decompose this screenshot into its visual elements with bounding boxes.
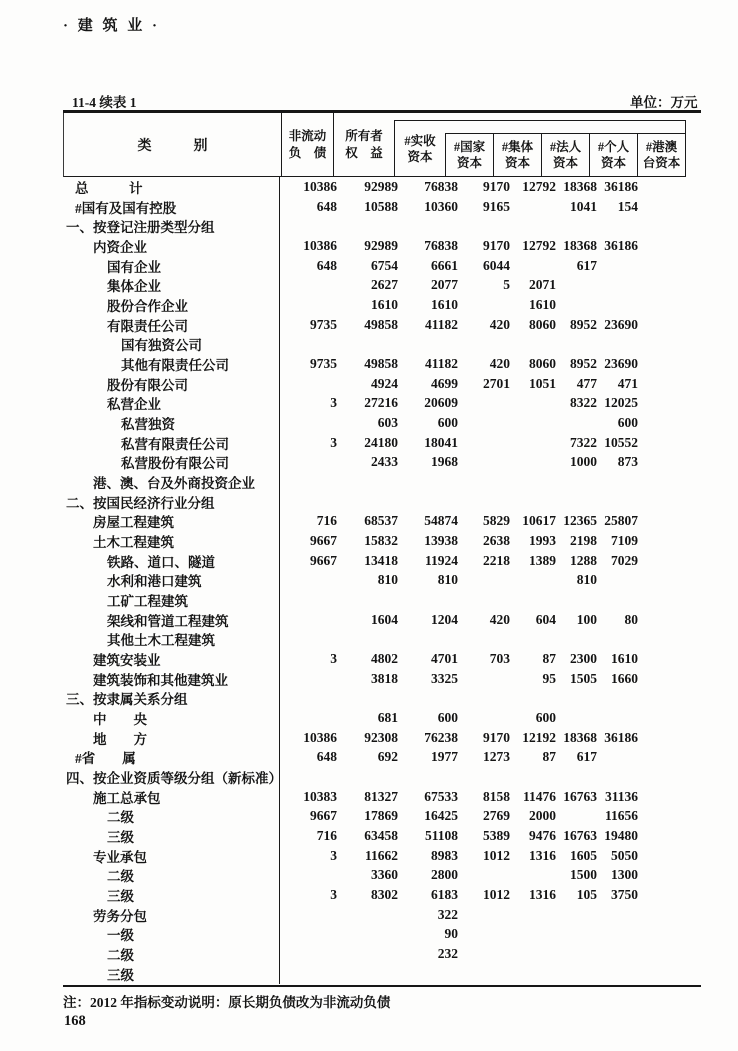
row-label: 二、按国民经济行业分组 bbox=[63, 492, 280, 512]
cell-personal-capital: 11656 bbox=[604, 808, 638, 824]
row-label: 二级 bbox=[63, 807, 280, 827]
row-label: 二级 bbox=[63, 944, 280, 964]
cell-state-capital: 420 bbox=[489, 316, 510, 332]
cell-legal-person-capital: 8952 bbox=[570, 316, 597, 332]
cell-non-current-liabilities: 648 bbox=[316, 198, 337, 214]
cell-state-capital: 2218 bbox=[483, 552, 510, 568]
row-label: 劳务分包 bbox=[63, 905, 280, 925]
cell-non-current-liabilities: 9667 bbox=[310, 552, 337, 568]
cell-paid-in-capital: 810 bbox=[437, 572, 458, 588]
header-line: 所有者 bbox=[345, 128, 383, 143]
row-label: 建筑装饰和其他建筑业 bbox=[63, 669, 280, 689]
cell-paid-in-capital: 54874 bbox=[424, 513, 458, 529]
cell-paid-in-capital: 1977 bbox=[431, 749, 458, 765]
cell-personal-capital: 36186 bbox=[604, 237, 638, 253]
cell-owners-equity: 27216 bbox=[364, 395, 398, 411]
cell-non-current-liabilities: 3 bbox=[330, 395, 337, 411]
table-row bbox=[63, 885, 686, 905]
cell-collective-capital: 8060 bbox=[529, 355, 556, 371]
row-label: 股份合作企业 bbox=[63, 295, 280, 315]
row-label: 私营股份有限公司 bbox=[63, 452, 280, 472]
statistics-table bbox=[63, 113, 686, 984]
page-number: 168 bbox=[64, 1013, 86, 1029]
table-row bbox=[63, 629, 686, 649]
cell-non-current-liabilities: 9735 bbox=[310, 316, 337, 332]
column-header-personal-capital bbox=[590, 134, 638, 176]
table-row bbox=[63, 866, 686, 886]
footnote: 注：2012 年指标变动说明：原长期负债改为非流动负债 bbox=[63, 995, 391, 1010]
table-header-row bbox=[63, 113, 686, 177]
cell-owners-equity: 17869 bbox=[364, 808, 398, 824]
cell-legal-person-capital: 617 bbox=[576, 749, 597, 765]
cell-paid-in-capital: 76838 bbox=[424, 178, 458, 194]
table-row bbox=[63, 256, 686, 276]
table-row bbox=[63, 551, 686, 571]
cell-paid-in-capital: 600 bbox=[437, 709, 458, 725]
cell-owners-equity: 92989 bbox=[364, 237, 398, 253]
cell-personal-capital: 12025 bbox=[604, 395, 638, 411]
cell-owners-equity: 10588 bbox=[364, 198, 398, 214]
cell-legal-person-capital: 18368 bbox=[563, 178, 597, 194]
cell-legal-person-capital: 8322 bbox=[570, 395, 597, 411]
cell-collective-capital: 12192 bbox=[522, 729, 556, 745]
row-label: 铁路、道口、隧道 bbox=[63, 551, 280, 571]
cell-owners-equity: 2433 bbox=[371, 454, 398, 470]
cell-state-capital: 6044 bbox=[483, 257, 510, 273]
row-label: 其他土木工程建筑 bbox=[63, 629, 280, 649]
cell-collective-capital: 604 bbox=[535, 611, 556, 627]
header-line: 资本 bbox=[552, 156, 578, 170]
cell-paid-in-capital: 600 bbox=[437, 414, 458, 430]
cell-state-capital: 2638 bbox=[483, 532, 510, 548]
cell-personal-capital: 10552 bbox=[604, 434, 638, 450]
header-line: 权 益 bbox=[345, 145, 383, 160]
header-line: 资本 bbox=[456, 156, 482, 170]
cell-legal-person-capital: 12365 bbox=[563, 513, 597, 529]
cell-personal-capital: 471 bbox=[617, 375, 638, 391]
cell-non-current-liabilities: 10386 bbox=[303, 729, 337, 745]
row-label: 中 央 bbox=[63, 708, 280, 728]
table-row bbox=[63, 177, 686, 197]
cell-legal-person-capital: 617 bbox=[576, 257, 597, 273]
cell-paid-in-capital: 13938 bbox=[424, 532, 458, 548]
cell-non-current-liabilities: 10383 bbox=[303, 788, 337, 804]
table-row bbox=[63, 452, 686, 472]
cell-collective-capital: 1389 bbox=[529, 552, 556, 568]
row-label: 三级 bbox=[63, 885, 280, 905]
column-header-state-capital bbox=[446, 134, 494, 176]
cell-owners-equity: 810 bbox=[377, 572, 398, 588]
section-header-row bbox=[63, 767, 686, 787]
cell-owners-equity: 3360 bbox=[371, 867, 398, 883]
row-label: 三、按隶属关系分组 bbox=[63, 688, 280, 708]
row-label: 二级 bbox=[63, 866, 280, 886]
cell-paid-in-capital: 6661 bbox=[431, 257, 458, 273]
cell-personal-capital: 36186 bbox=[604, 729, 638, 745]
cell-paid-in-capital: 11924 bbox=[424, 552, 458, 568]
cell-owners-equity: 15832 bbox=[364, 532, 398, 548]
cell-state-capital: 9170 bbox=[483, 178, 510, 194]
cell-state-capital: 703 bbox=[489, 650, 510, 666]
row-label: 土木工程建筑 bbox=[63, 531, 280, 551]
cell-owners-equity: 681 bbox=[377, 709, 398, 725]
row-label: 专业承包 bbox=[63, 846, 280, 866]
cell-owners-equity: 49858 bbox=[364, 355, 398, 371]
table-row bbox=[63, 236, 686, 256]
cell-collective-capital: 12792 bbox=[522, 178, 556, 194]
row-label: 集体企业 bbox=[63, 275, 280, 295]
header-line: #实收 bbox=[404, 133, 436, 148]
cell-collective-capital: 1051 bbox=[529, 375, 556, 391]
table-row bbox=[63, 905, 686, 925]
cell-legal-person-capital: 477 bbox=[576, 375, 597, 391]
cell-state-capital: 420 bbox=[489, 611, 510, 627]
cell-personal-capital: 7029 bbox=[611, 552, 638, 568]
cell-owners-equity: 68537 bbox=[364, 513, 398, 529]
cell-paid-in-capital: 51108 bbox=[424, 828, 458, 843]
cell-paid-in-capital: 90 bbox=[444, 926, 458, 942]
column-header-collective-capital bbox=[494, 134, 542, 176]
table-caption: 11-4 续表 1 bbox=[72, 95, 137, 110]
header-line: 台资本 bbox=[642, 156, 681, 170]
cell-state-capital: 9165 bbox=[483, 198, 510, 214]
table-row bbox=[63, 433, 686, 453]
row-label: 总 计 bbox=[63, 177, 280, 197]
capital-group-box bbox=[394, 120, 686, 176]
cell-non-current-liabilities: 3 bbox=[330, 847, 337, 863]
cell-paid-in-capital: 16425 bbox=[424, 808, 458, 824]
cell-legal-person-capital: 105 bbox=[576, 887, 597, 903]
cell-owners-equity: 49858 bbox=[364, 316, 398, 332]
cell-collective-capital: 95 bbox=[542, 670, 556, 686]
table-row bbox=[63, 315, 686, 335]
row-label: 有限责任公司 bbox=[63, 315, 280, 335]
cell-non-current-liabilities: 10386 bbox=[303, 178, 337, 194]
cell-legal-person-capital: 1288 bbox=[570, 552, 597, 568]
cell-paid-in-capital: 8983 bbox=[431, 847, 458, 863]
cell-personal-capital: 1610 bbox=[611, 650, 638, 666]
row-label: 一、按登记注册类型分组 bbox=[63, 216, 280, 236]
cell-owners-equity: 4802 bbox=[371, 650, 398, 666]
table-bottom-border bbox=[63, 985, 701, 987]
table-row bbox=[63, 413, 686, 433]
cell-owners-equity: 692 bbox=[377, 749, 398, 765]
table-row bbox=[63, 610, 686, 630]
cell-paid-in-capital: 4701 bbox=[431, 650, 458, 666]
cell-paid-in-capital: 3325 bbox=[431, 670, 458, 686]
row-label: 工矿工程建筑 bbox=[63, 590, 280, 610]
cell-paid-in-capital: 2800 bbox=[431, 867, 458, 883]
cell-non-current-liabilities: 648 bbox=[316, 257, 337, 273]
cell-non-current-liabilities: 10386 bbox=[303, 237, 337, 253]
row-label: 三级 bbox=[63, 964, 280, 984]
table-row bbox=[63, 846, 686, 866]
cell-state-capital: 8158 bbox=[483, 788, 510, 804]
cell-state-capital: 1273 bbox=[483, 749, 510, 765]
cell-owners-equity: 4924 bbox=[371, 375, 398, 391]
cell-non-current-liabilities: 9667 bbox=[310, 532, 337, 548]
table-body bbox=[63, 177, 686, 984]
cell-non-current-liabilities: 3 bbox=[330, 650, 337, 666]
row-label: 房屋工程建筑 bbox=[63, 511, 280, 531]
column-header-legal-person-capital bbox=[542, 134, 590, 176]
cell-non-current-liabilities: 3 bbox=[330, 434, 337, 450]
cell-collective-capital: 2071 bbox=[529, 277, 556, 293]
cell-paid-in-capital: 1968 bbox=[431, 454, 458, 470]
cell-paid-in-capital: 41182 bbox=[424, 355, 458, 371]
cell-owners-equity: 92308 bbox=[364, 729, 398, 745]
cell-non-current-liabilities: 9667 bbox=[310, 808, 337, 824]
cell-collective-capital: 87 bbox=[542, 749, 556, 765]
cell-owners-equity: 8302 bbox=[371, 887, 398, 903]
row-label: 施工总承包 bbox=[63, 787, 280, 807]
cell-legal-person-capital: 18368 bbox=[563, 729, 597, 745]
cell-collective-capital: 87 bbox=[542, 650, 556, 666]
cell-paid-in-capital: 232 bbox=[437, 946, 458, 962]
cell-state-capital: 5829 bbox=[483, 513, 510, 529]
chapter-header: · 建 筑 业 · bbox=[63, 18, 161, 34]
cell-state-capital: 5389 bbox=[483, 828, 510, 843]
cell-owners-equity: 92989 bbox=[364, 178, 398, 194]
cell-owners-equity: 603 bbox=[377, 414, 398, 430]
cell-paid-in-capital: 2077 bbox=[431, 277, 458, 293]
cell-personal-capital: 600 bbox=[617, 414, 638, 430]
cell-legal-person-capital: 810 bbox=[576, 572, 597, 588]
cell-state-capital: 9170 bbox=[483, 237, 510, 253]
row-label: 内资企业 bbox=[63, 236, 280, 256]
cell-non-current-liabilities: 3 bbox=[330, 887, 337, 903]
cell-state-capital: 2769 bbox=[483, 808, 510, 824]
unit-label: 单位：万元 bbox=[630, 95, 698, 110]
table-row bbox=[63, 393, 686, 413]
cell-legal-person-capital: 2300 bbox=[570, 650, 597, 666]
row-label: 三级 bbox=[63, 826, 280, 846]
cell-personal-capital: 5050 bbox=[611, 847, 638, 863]
row-label: 私营独资 bbox=[63, 413, 280, 433]
cell-owners-equity: 24180 bbox=[364, 434, 398, 450]
cell-paid-in-capital: 41182 bbox=[424, 316, 458, 332]
cell-paid-in-capital: 4699 bbox=[431, 375, 458, 391]
cell-paid-in-capital: 6183 bbox=[431, 887, 458, 903]
table-row bbox=[63, 531, 686, 551]
cell-personal-capital: 23690 bbox=[604, 355, 638, 371]
cell-non-current-liabilities: 9735 bbox=[310, 355, 337, 371]
table-row bbox=[63, 925, 686, 945]
table-row bbox=[63, 964, 686, 984]
cell-paid-in-capital: 1204 bbox=[431, 611, 458, 627]
table-row bbox=[63, 649, 686, 669]
cell-legal-person-capital: 1505 bbox=[570, 670, 597, 686]
section-header-row bbox=[63, 688, 686, 708]
column-header-category: 类 别 bbox=[64, 113, 282, 176]
row-label: 地 方 bbox=[63, 728, 280, 748]
header-line: #法人 bbox=[549, 140, 582, 154]
row-label: 水利和港口建筑 bbox=[63, 570, 280, 590]
table-row bbox=[63, 669, 686, 689]
cell-owners-equity: 81327 bbox=[364, 788, 398, 804]
cell-owners-equity: 1604 bbox=[371, 611, 398, 627]
row-label: 其他有限责任公司 bbox=[63, 354, 280, 374]
cell-personal-capital: 19480 bbox=[604, 828, 638, 843]
row-label: 国有独资公司 bbox=[63, 334, 280, 354]
row-label: 股份有限公司 bbox=[63, 374, 280, 394]
row-label: 四、按企业资质等级分组（新标准） bbox=[63, 767, 280, 787]
cell-collective-capital: 10617 bbox=[522, 513, 556, 529]
table-row bbox=[63, 728, 686, 748]
cell-personal-capital: 1660 bbox=[611, 670, 638, 686]
header-line: 资本 bbox=[600, 156, 626, 170]
table-row bbox=[63, 590, 686, 610]
cell-legal-person-capital: 16763 bbox=[563, 828, 597, 843]
table-row bbox=[63, 826, 686, 846]
row-label: #省 属 bbox=[63, 747, 280, 767]
row-label: 建筑安装业 bbox=[63, 649, 280, 669]
cell-collective-capital: 9476 bbox=[529, 828, 556, 843]
cell-personal-capital: 7109 bbox=[611, 532, 638, 548]
cell-paid-in-capital: 67533 bbox=[424, 788, 458, 804]
header-line: 资本 bbox=[407, 149, 433, 164]
cell-legal-person-capital: 100 bbox=[576, 611, 597, 627]
header-line: #集体 bbox=[501, 140, 534, 154]
cell-non-current-liabilities: 716 bbox=[316, 828, 337, 843]
cell-owners-equity: 6754 bbox=[371, 257, 398, 273]
table-row bbox=[63, 197, 686, 217]
cell-owners-equity: 13418 bbox=[364, 552, 398, 568]
cell-legal-person-capital: 1000 bbox=[570, 454, 597, 470]
row-label: 港、澳、台及外商投资企业 bbox=[63, 472, 280, 492]
header-line: 资本 bbox=[504, 156, 530, 170]
cell-legal-person-capital: 1041 bbox=[570, 198, 597, 214]
cell-non-current-liabilities: 716 bbox=[316, 513, 337, 529]
row-label: 私营企业 bbox=[63, 393, 280, 413]
table-row bbox=[63, 334, 686, 354]
cell-collective-capital: 1316 bbox=[529, 847, 556, 863]
cell-personal-capital: 36186 bbox=[604, 178, 638, 194]
cell-personal-capital: 873 bbox=[617, 454, 638, 470]
cell-state-capital: 9170 bbox=[483, 729, 510, 745]
cell-paid-in-capital: 20609 bbox=[424, 395, 458, 411]
cell-state-capital: 420 bbox=[489, 355, 510, 371]
table-row bbox=[63, 944, 686, 964]
cell-state-capital: 1012 bbox=[483, 887, 510, 903]
row-label: 国有企业 bbox=[63, 256, 280, 276]
cell-legal-person-capital: 8952 bbox=[570, 355, 597, 371]
cell-collective-capital: 11476 bbox=[522, 788, 556, 804]
table-row bbox=[63, 511, 686, 531]
table-row bbox=[63, 295, 686, 315]
cell-legal-person-capital: 18368 bbox=[563, 237, 597, 253]
cell-paid-in-capital: 76238 bbox=[424, 729, 458, 745]
header-line: #港澳 bbox=[645, 140, 678, 154]
column-header-paid-in-capital bbox=[395, 121, 445, 176]
cell-owners-equity: 3818 bbox=[371, 670, 398, 686]
cell-collective-capital: 600 bbox=[535, 709, 556, 725]
cell-owners-equity: 63458 bbox=[364, 828, 398, 843]
section-header-row bbox=[63, 492, 686, 512]
cell-state-capital: 1012 bbox=[483, 847, 510, 863]
column-header-hk-macao-taiwan-capital bbox=[638, 134, 685, 176]
cell-non-current-liabilities: 648 bbox=[316, 749, 337, 765]
column-header-non-current-liabilities bbox=[282, 113, 334, 176]
column-header-owners-equity bbox=[334, 113, 394, 176]
cell-paid-in-capital: 76838 bbox=[424, 237, 458, 253]
cell-personal-capital: 154 bbox=[617, 198, 638, 214]
row-label: 架线和管道工程建筑 bbox=[63, 610, 280, 630]
cell-owners-equity: 1610 bbox=[371, 296, 398, 312]
cell-collective-capital: 12792 bbox=[522, 237, 556, 253]
cell-collective-capital: 8060 bbox=[529, 316, 556, 332]
cell-legal-person-capital: 1605 bbox=[570, 847, 597, 863]
cell-legal-person-capital: 16763 bbox=[563, 788, 597, 804]
table-row bbox=[63, 275, 686, 295]
table-row bbox=[63, 807, 686, 827]
cell-legal-person-capital: 7322 bbox=[570, 434, 597, 450]
table-row bbox=[63, 708, 686, 728]
cell-legal-person-capital: 1500 bbox=[570, 867, 597, 883]
table-row bbox=[63, 787, 686, 807]
cell-paid-in-capital: 1610 bbox=[431, 296, 458, 312]
cell-collective-capital: 1316 bbox=[529, 887, 556, 903]
cell-owners-equity: 11662 bbox=[364, 847, 398, 863]
cell-paid-in-capital: 322 bbox=[437, 906, 458, 922]
cell-collective-capital: 1610 bbox=[529, 296, 556, 312]
cell-state-capital: 5 bbox=[503, 277, 510, 293]
header-line: #国家 bbox=[453, 140, 486, 154]
cell-personal-capital: 23690 bbox=[604, 316, 638, 332]
cell-paid-in-capital: 18041 bbox=[424, 434, 458, 450]
cell-personal-capital: 31136 bbox=[604, 788, 638, 804]
header-line: #个人 bbox=[597, 140, 630, 154]
cell-collective-capital: 1993 bbox=[529, 532, 556, 548]
cell-personal-capital: 80 bbox=[624, 611, 638, 627]
row-label: 私营有限责任公司 bbox=[63, 433, 280, 453]
row-label: #国有及国有控股 bbox=[63, 197, 280, 217]
cell-owners-equity: 2627 bbox=[371, 277, 398, 293]
cell-personal-capital: 3750 bbox=[611, 887, 638, 903]
cell-personal-capital: 1300 bbox=[611, 867, 638, 883]
table-row bbox=[63, 472, 686, 492]
cell-paid-in-capital: 10360 bbox=[424, 198, 458, 214]
capital-subcolumns-box bbox=[445, 133, 685, 176]
cell-legal-person-capital: 2198 bbox=[570, 532, 597, 548]
table-row bbox=[63, 570, 686, 590]
table-row bbox=[63, 354, 686, 374]
row-label: 一级 bbox=[63, 925, 280, 945]
cell-personal-capital: 25807 bbox=[604, 513, 638, 529]
header-line: 负 债 bbox=[288, 145, 327, 160]
cell-collective-capital: 2000 bbox=[529, 808, 556, 824]
table-row bbox=[63, 374, 686, 394]
section-header-row bbox=[63, 216, 686, 236]
header-line: 非流动 bbox=[288, 128, 327, 143]
table-row bbox=[63, 747, 686, 767]
cell-state-capital: 2701 bbox=[483, 375, 510, 391]
